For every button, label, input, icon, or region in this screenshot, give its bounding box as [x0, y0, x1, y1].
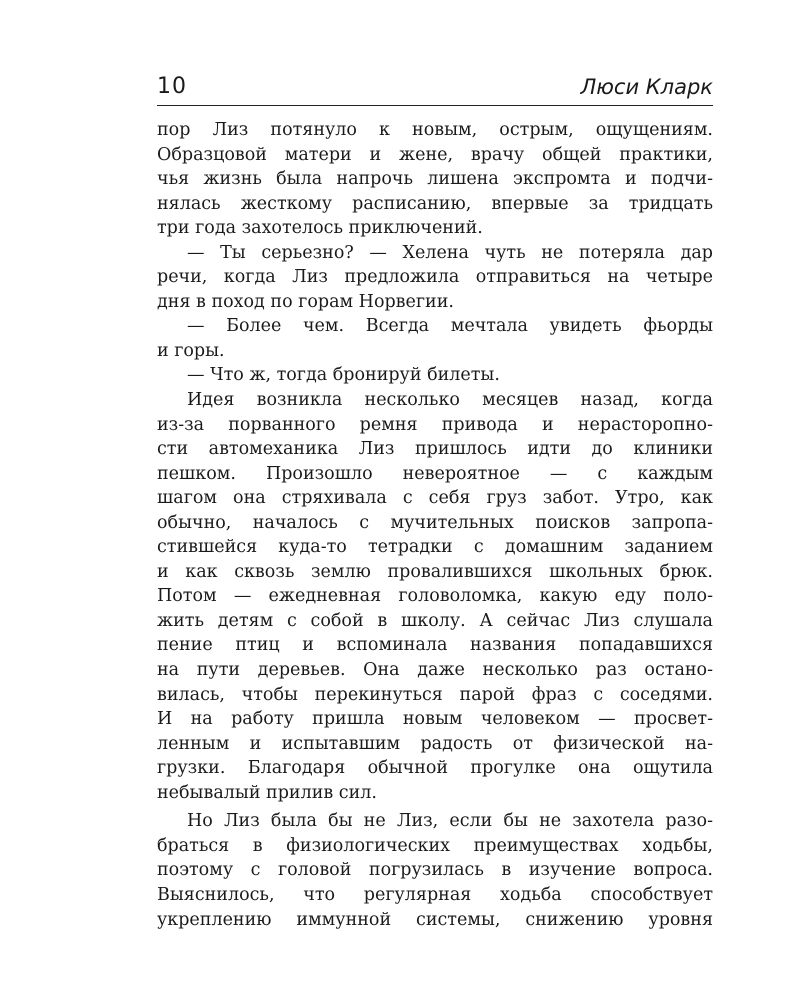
- text-line: на пути деревьев. Она даже несколько раз остано-: [157, 660, 713, 681]
- text-line: — Более чем. Всегда мечтала увидеть фьорды: [187, 316, 713, 337]
- text-line: и горы.: [157, 340, 225, 361]
- text-line: чья жизнь была напрочь лишена экспромта и подчи-: [157, 169, 713, 190]
- text-line: укреплению иммунной системы, снижению уровня: [157, 909, 713, 930]
- text-line: вилась, чтобы перекинуться парой фраз с соседями.: [157, 684, 713, 705]
- header-rule: [157, 105, 713, 106]
- text-line: браться в физиологических преимуществах ходьбы,: [157, 835, 713, 856]
- text-line: пор Лиз потянуло к новым, острым, ощущениям.: [157, 120, 713, 140]
- text-line: Образцовой матери и жене, врачу общей практики,: [157, 144, 713, 165]
- text-line: Идея возникла несколько месяцев назад, когда: [187, 390, 713, 411]
- text-line: шагом она стряхивала с себя груз забот. Утро, как: [157, 488, 713, 509]
- text-line: нялась жесткому расписанию, впервые за тридцать: [157, 193, 713, 214]
- page-header: [157, 72, 713, 104]
- text-line: — Что ж, тогда бронируй билеты.: [187, 365, 500, 386]
- text-line: — Ты серьезно? — Хелена чуть не потеряла дар: [187, 242, 713, 263]
- text-line: дня в поход по горам Норвегии.: [157, 291, 454, 312]
- text-line: грузки. Благодаря обычной прогулке она ощутила: [157, 758, 713, 779]
- text-line: и как сквозь землю провалившихся школьных брюк.: [157, 561, 713, 582]
- text-line: поэтому с головой погрузилась в изучение вопроса.: [157, 860, 713, 881]
- text-line: Выяснилось, что регулярная ходьба способствует: [157, 884, 713, 905]
- text-line: стившейся куда-то тетрадки с домашним заданием: [157, 537, 713, 558]
- text-line: ленным и испытавшим радость от физической на-: [157, 733, 713, 754]
- text-line: жить детям с собой в школу. А сейчас Лиз слушала: [157, 610, 713, 631]
- body-text: [157, 118, 713, 932]
- running-head-author: Люси Кларк: [580, 75, 713, 99]
- text-line: пение птиц и вспоминала названия попадавшихся: [157, 635, 713, 656]
- text-line: речи, когда Лиз предложила отправиться на четыре: [157, 267, 713, 288]
- text-line: три года захотелось приключений.: [157, 218, 483, 239]
- text-line: Но Лиз была бы не Лиз, если бы не захотела разо-: [187, 811, 713, 832]
- text-line: обычно, началось с мучительных поисков запропа-: [157, 512, 713, 533]
- text-line: из-за порванного ремня привода и нерасторопно-: [157, 414, 713, 435]
- text-line: пешком. Произошло невероятное — с каждым: [157, 463, 713, 484]
- text-line: сти автомеханика Лиз пришлось идти до клиники: [157, 439, 713, 460]
- text-line: небывалый прилив сил.: [157, 782, 377, 803]
- text-line: И на работу пришла новым человеком — просвет-: [157, 709, 713, 730]
- page-number: 10: [157, 74, 187, 99]
- text-line: Потом — ежедневная головоломка, какую еду поло-: [157, 586, 713, 607]
